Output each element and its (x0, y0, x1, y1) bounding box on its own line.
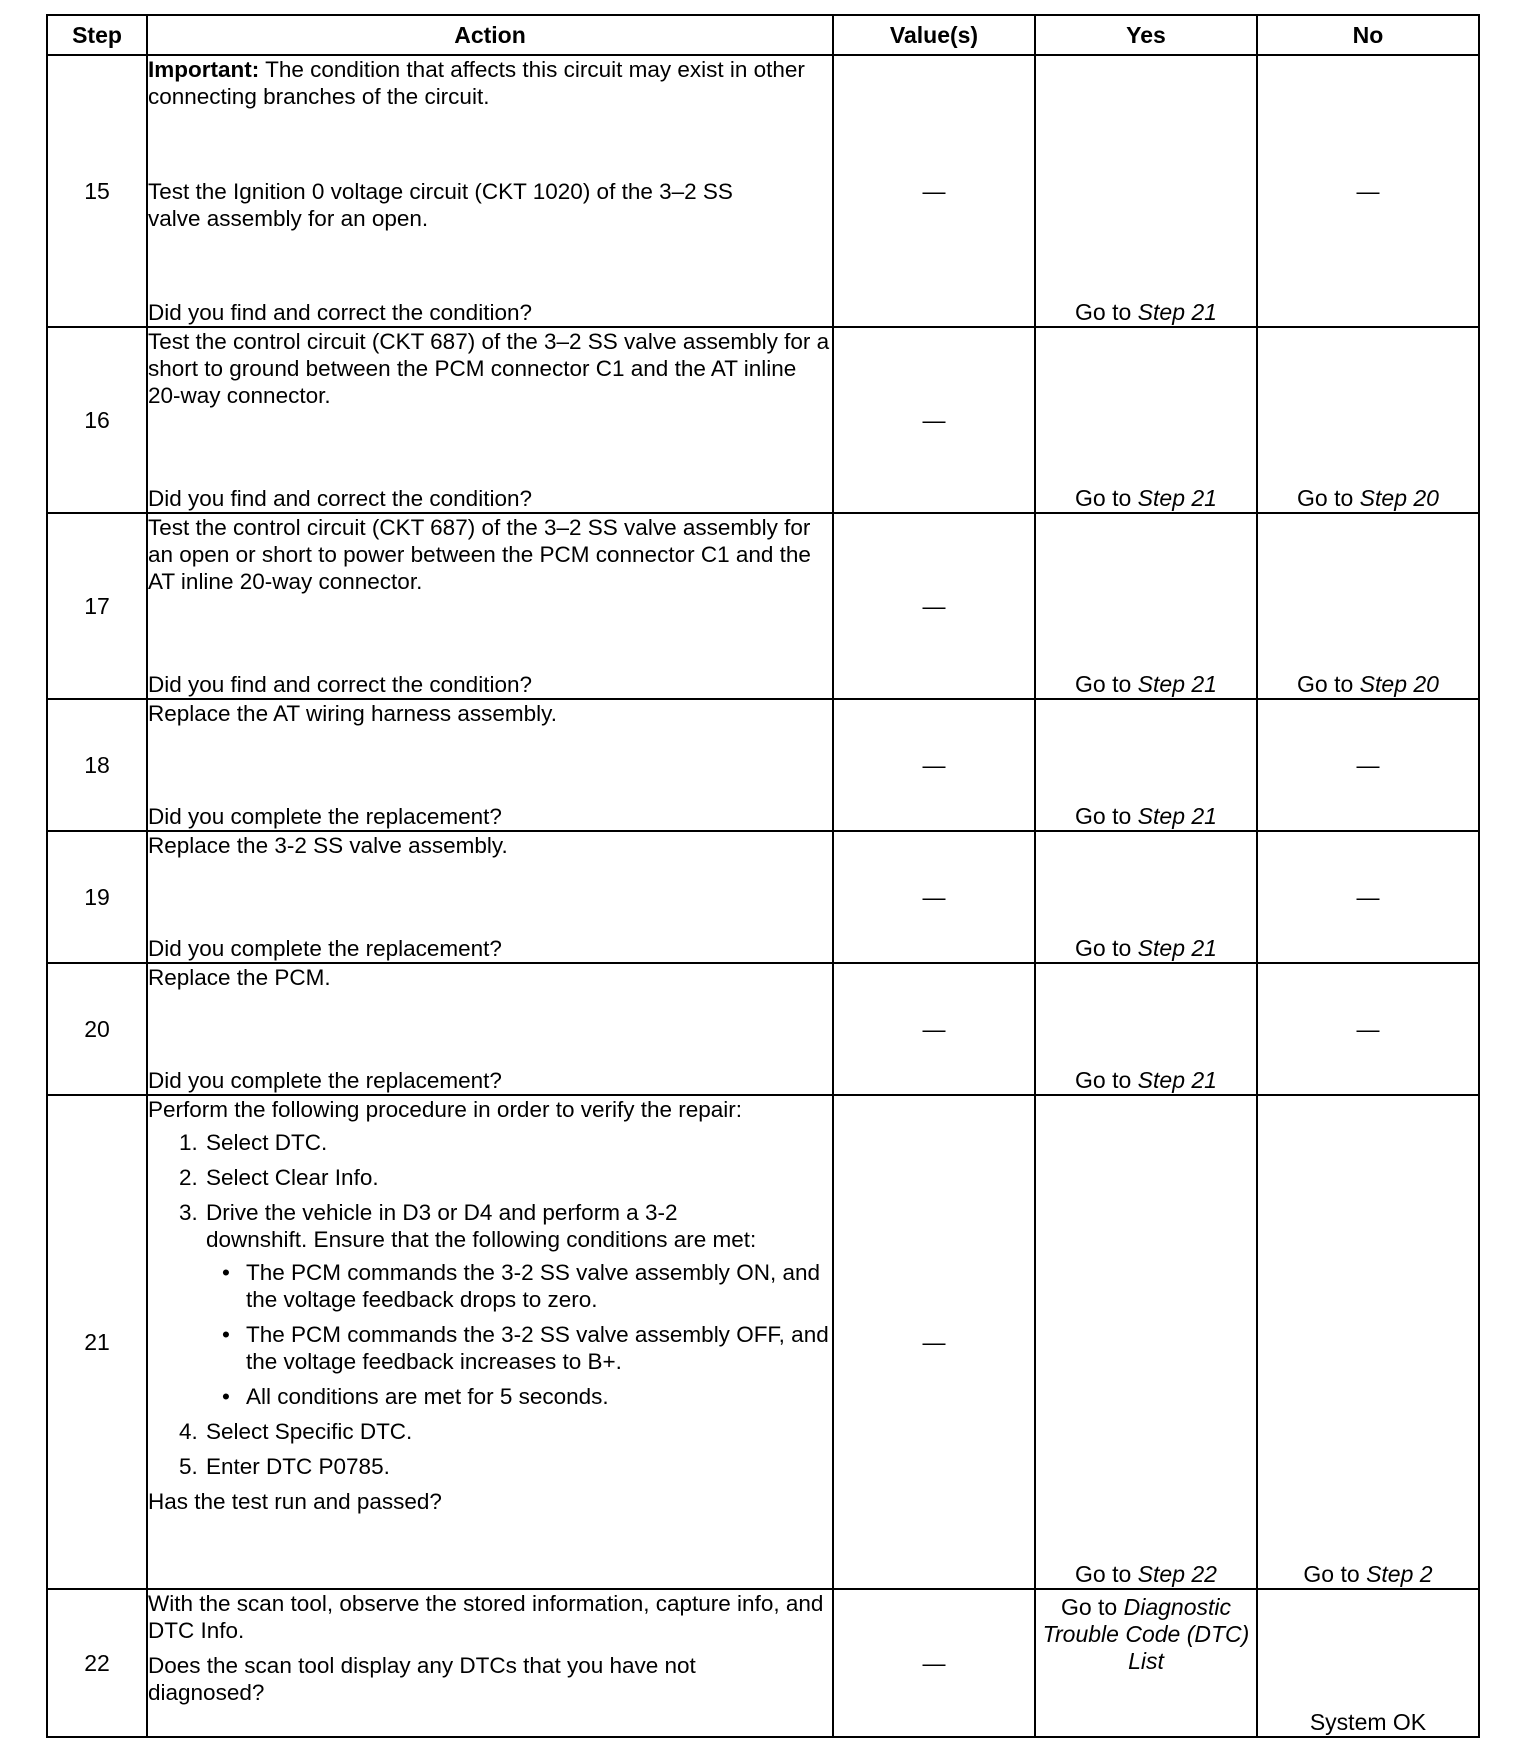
table-row (47, 513, 1479, 699)
no-cell: — (1257, 55, 1479, 327)
action-text: Replace the AT wiring harness assembly. (148, 701, 557, 726)
go-to-label: Go to (1060, 1594, 1118, 1620)
header-yes: Yes (1035, 15, 1257, 55)
action-text: Test the control circuit (CKT 687) of the 3–2 SS valve assembly for a short to ground between the PCM connector C1 and the AT inline 20-way connector. (148, 329, 830, 408)
step-number: 15 (47, 55, 147, 327)
no-cell[interactable] (1257, 1095, 1479, 1589)
table-row (47, 1095, 1479, 1589)
action-text: Replace the PCM. (148, 965, 331, 990)
go-to-label: Go to (1075, 935, 1132, 961)
header-row (47, 15, 1479, 55)
no-cell[interactable] (1257, 327, 1479, 513)
action-text: Test the Ignition 0 voltage circuit (CKT 1020) of the 3–2 SS valve assembly for an open. (148, 178, 733, 231)
action-question: Did you find and correct the condition? (148, 300, 532, 325)
action-cell (147, 1589, 833, 1737)
action-question: Does the scan tool display any DTCs that you have not diagnosed? (148, 1653, 696, 1705)
value-cell: — (833, 831, 1035, 963)
step-number: 17 (47, 513, 147, 699)
important-label: Important: (148, 57, 260, 82)
no-cell: — (1257, 699, 1479, 831)
yes-cell[interactable] (1035, 1589, 1257, 1737)
action-cell (147, 513, 833, 699)
yes-step-link[interactable]: Step 21 (1137, 935, 1217, 961)
list-item: 4. Select Specific DTC. (204, 1418, 832, 1445)
yes-step-link[interactable]: Step 21 (1137, 485, 1217, 511)
no-cell[interactable] (1257, 513, 1479, 699)
action-cell (147, 55, 833, 327)
header-step: Step (47, 15, 147, 55)
procedure-list (148, 1129, 832, 1480)
no-cell: — (1257, 831, 1479, 963)
table-row (47, 327, 1479, 513)
yes-cell[interactable] (1035, 1095, 1257, 1589)
table-row (47, 55, 1479, 327)
action-intro: Perform the following procedure in order to verify the repair: (148, 1097, 743, 1122)
yes-cell[interactable] (1035, 55, 1257, 327)
yes-step-link[interactable]: Step 21 (1137, 671, 1217, 697)
go-to-label: Go to (1075, 803, 1132, 829)
action-cell (147, 327, 833, 513)
go-to-label: Go to (1075, 299, 1132, 325)
yes-step-link[interactable]: Step 21 (1137, 1067, 1217, 1093)
yes-cell[interactable] (1035, 327, 1257, 513)
action-text: Replace the 3-2 SS valve assembly. (148, 833, 508, 858)
action-cell (147, 963, 833, 1095)
list-item-text: 3. Drive the vehicle in D3 or D4 and perform a 3-2 downshift. Ensure that the following conditions are met: (206, 1200, 757, 1252)
step-number: 20 (47, 963, 147, 1095)
list-item: 2. Select Clear Info. (204, 1164, 832, 1191)
go-to-label: Go to (1297, 671, 1354, 697)
action-question: Did you find and correct the condition? (148, 672, 532, 697)
value-cell: — (833, 699, 1035, 831)
list-item: 5. Enter DTC P0785. (204, 1453, 832, 1480)
bullet-item: • The PCM commands the 3-2 SS valve assembly ON, and the voltage feedback drops to zero. (244, 1259, 832, 1313)
action-text: With the scan tool, observe the stored information, capture info, and DTC Info. (148, 1591, 824, 1643)
step-number: 21 (47, 1095, 147, 1589)
action-question: Has the test run and passed? (148, 1489, 442, 1514)
yes-step-link[interactable]: Step 21 (1137, 803, 1217, 829)
step-number: 22 (47, 1589, 147, 1737)
value-cell: — (833, 963, 1035, 1095)
yes-step-link[interactable]: Step 22 (1137, 1561, 1217, 1587)
bullet-item: • All conditions are met for 5 seconds. (244, 1383, 832, 1410)
header-values: Value(s) (833, 15, 1035, 55)
yes-target-link[interactable]: Diagnostic Trouble Code (DTC) List (1042, 1594, 1250, 1674)
go-to-label: Go to (1075, 671, 1132, 697)
value-cell: — (833, 55, 1035, 327)
action-question: Did you complete the replacement? (148, 804, 502, 829)
action-cell (147, 699, 833, 831)
yes-step-link[interactable]: Step 21 (1137, 299, 1217, 325)
value-cell: — (833, 1095, 1035, 1589)
important-text: The condition that affects this circuit may exist in other connecting branches of the circuit. (148, 57, 805, 109)
bullet-item: • The PCM commands the 3-2 SS valve assembly OFF, and the voltage feedback increases to B+. (244, 1321, 832, 1375)
no-step-link[interactable]: Step 20 (1359, 671, 1439, 697)
go-to-label: Go to (1075, 1067, 1132, 1093)
action-cell (147, 831, 833, 963)
step-number: 19 (47, 831, 147, 963)
yes-cell[interactable] (1035, 513, 1257, 699)
list-item: 1. Select DTC. (204, 1129, 832, 1156)
table-row (47, 1589, 1479, 1737)
go-to-label: Go to (1303, 1561, 1360, 1587)
no-cell: — (1257, 963, 1479, 1095)
step-number: 16 (47, 327, 147, 513)
conditions-list (206, 1259, 832, 1410)
value-cell: — (833, 327, 1035, 513)
diagnostic-table (46, 14, 1480, 1738)
go-to-label: Go to (1075, 1561, 1132, 1587)
table-row (47, 963, 1479, 1095)
step-number: 18 (47, 699, 147, 831)
table-row (47, 699, 1479, 831)
yes-cell[interactable] (1035, 831, 1257, 963)
no-step-link[interactable]: Step 2 (1366, 1561, 1433, 1587)
yes-cell[interactable] (1035, 963, 1257, 1095)
important-note (148, 56, 832, 110)
header-no: No (1257, 15, 1479, 55)
list-item (204, 1199, 832, 1410)
action-text: Test the control circuit (CKT 687) of the 3–2 SS valve assembly for an open or short to power between the PCM connector C1 and the AT inline 20-way connector. (148, 515, 811, 594)
yes-cell[interactable] (1035, 699, 1257, 831)
go-to-label: Go to (1297, 485, 1354, 511)
action-question: Did you find and correct the condition? (148, 486, 532, 511)
table-row (47, 831, 1479, 963)
value-cell: — (833, 513, 1035, 699)
action-question: Did you complete the replacement? (148, 936, 502, 961)
header-action: Action (147, 15, 833, 55)
action-cell (147, 1095, 833, 1589)
value-cell: — (833, 1589, 1035, 1737)
no-step-link[interactable]: Step 20 (1359, 485, 1439, 511)
action-question: Did you complete the replacement? (148, 1068, 502, 1093)
no-cell: System OK (1257, 1589, 1479, 1737)
go-to-label: Go to (1075, 485, 1132, 511)
